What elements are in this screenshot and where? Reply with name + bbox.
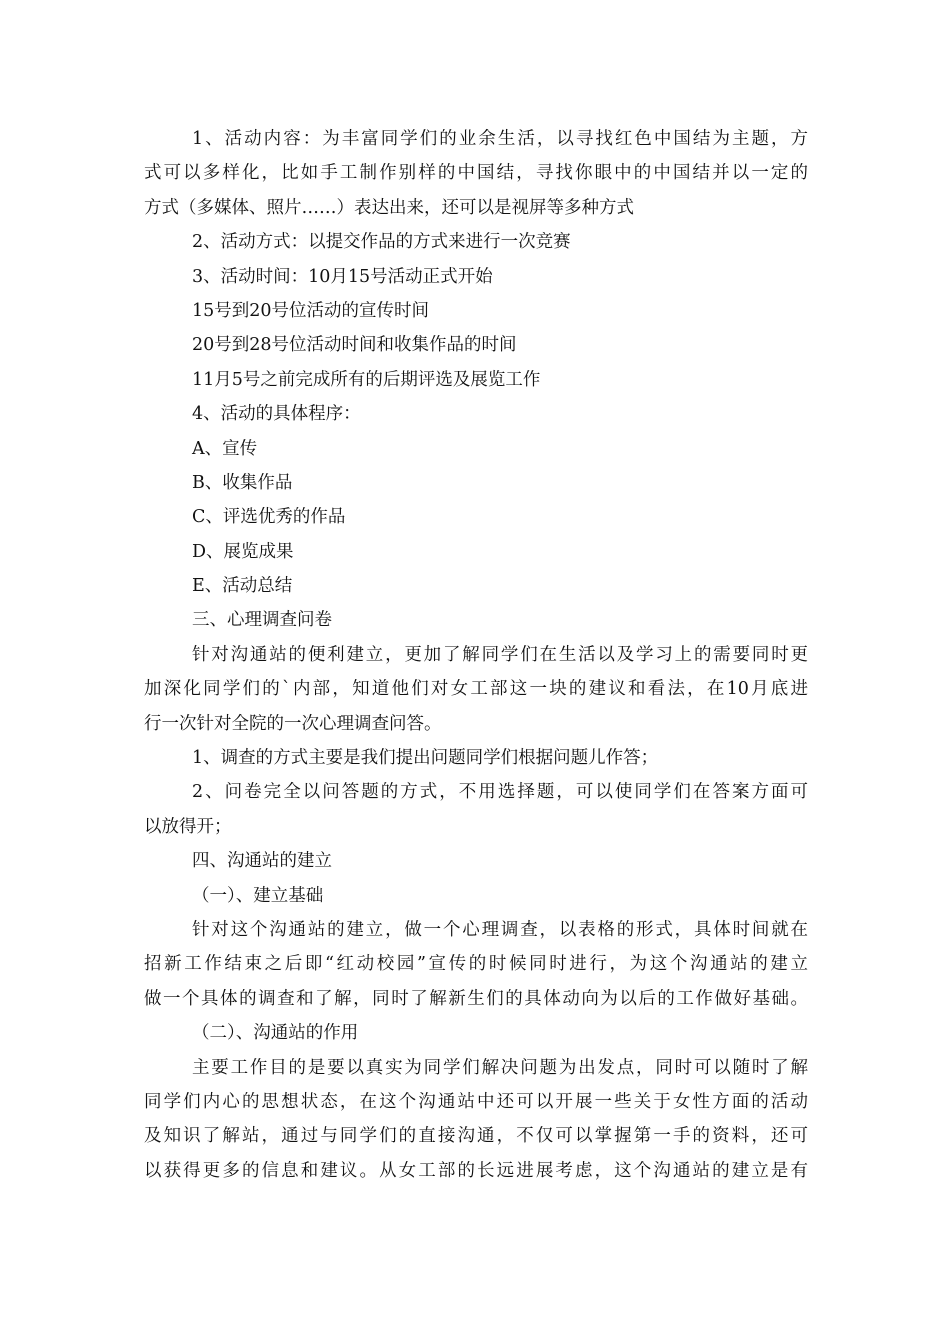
paragraph-line: 4、活动的具体程序：	[192, 404, 361, 425]
paragraph-line: 15号到20号位活动的宣传时间	[192, 300, 430, 321]
subsection-heading: （一）、建立基础	[192, 885, 324, 906]
paragraph-line: 以获得更多的信息和建议。从女工部的长远进展考虑，这个沟通站的建立是有	[144, 1160, 808, 1181]
list-item: D、展览成果	[192, 541, 294, 562]
paragraph-line: 方式（多媒体、照片……）表达出来，还可以是视屏等多种方式	[144, 197, 634, 218]
section-heading: 四、沟通站的建立	[192, 851, 332, 872]
paragraph-line: 及知识了解站，通过与同学们的直接沟通，不仅可以掌握第一手的资料，还可	[144, 1126, 808, 1147]
paragraph-line: 针对沟通站的便利建立，更加了解同学们在生活以及学习上的需要同时更	[192, 644, 808, 665]
list-item: C、评选优秀的作品	[192, 507, 346, 528]
paragraph-line: 11月5号之前完成所有的后期评选及展览工作	[192, 369, 541, 390]
paragraph-line: 行一次针对全院的一次心理调查问答。	[144, 713, 442, 734]
paragraph-line: 以放得开；	[144, 816, 232, 837]
paragraph-line: 招新工作结束之后即“红动校园”宣传的时候同时进行，为这个沟通站的建立	[144, 954, 808, 975]
paragraph-line: 针对这个沟通站的建立，做一个心理调查，以表格的形式，具体时间就在	[192, 919, 808, 940]
paragraph-line: 2、活动方式：以提交作品的方式来进行一次竞赛	[192, 232, 571, 253]
paragraph-line: 主要工作目的是要以真实为同学们解决问题为出发点，同时可以随时了解	[192, 1057, 808, 1078]
list-item: E、活动总结	[192, 576, 293, 597]
list-item: B、收集作品	[192, 472, 293, 493]
list-item: A、宣传	[192, 438, 258, 459]
subsection-heading: （二）、沟通站的作用	[192, 1023, 359, 1044]
paragraph-line: 1、活动内容：为丰富同学们的业余生活，以寻找红色中国结为主题，方	[192, 129, 808, 149]
paragraph-line: 式可以多样化，比如手工制作别样的中国结，寻找你眼中的中国结并以一定的	[144, 163, 808, 184]
paragraph-line: 3、活动时间：10月15号活动正式开始	[192, 266, 493, 287]
paragraph-line: 同学们内心的思想状态，在这个沟通站中还可以开展一些关于女性方面的活动	[144, 1091, 808, 1112]
document-body	[144, 122, 808, 1188]
paragraph-line: 做一个具体的调查和了解，同时了解新生们的具体动向为以后的工作做好基础。	[144, 988, 808, 1009]
paragraph-line: 20号到28号位活动时间和收集作品的时间	[192, 335, 517, 356]
paragraph-line: 加深化同学们的`内部，知道他们对女工部这一块的建议和看法，在10月底进	[144, 679, 808, 700]
paragraph-line: 2、问卷完全以问答题的方式，不用选择题，可以使同学们在答案方面可	[192, 782, 808, 803]
paragraph-line: 1、调查的方式主要是我们提出问题同学们根据问题儿作答；	[192, 748, 659, 769]
section-heading: 三、心理调查问卷	[192, 610, 332, 631]
